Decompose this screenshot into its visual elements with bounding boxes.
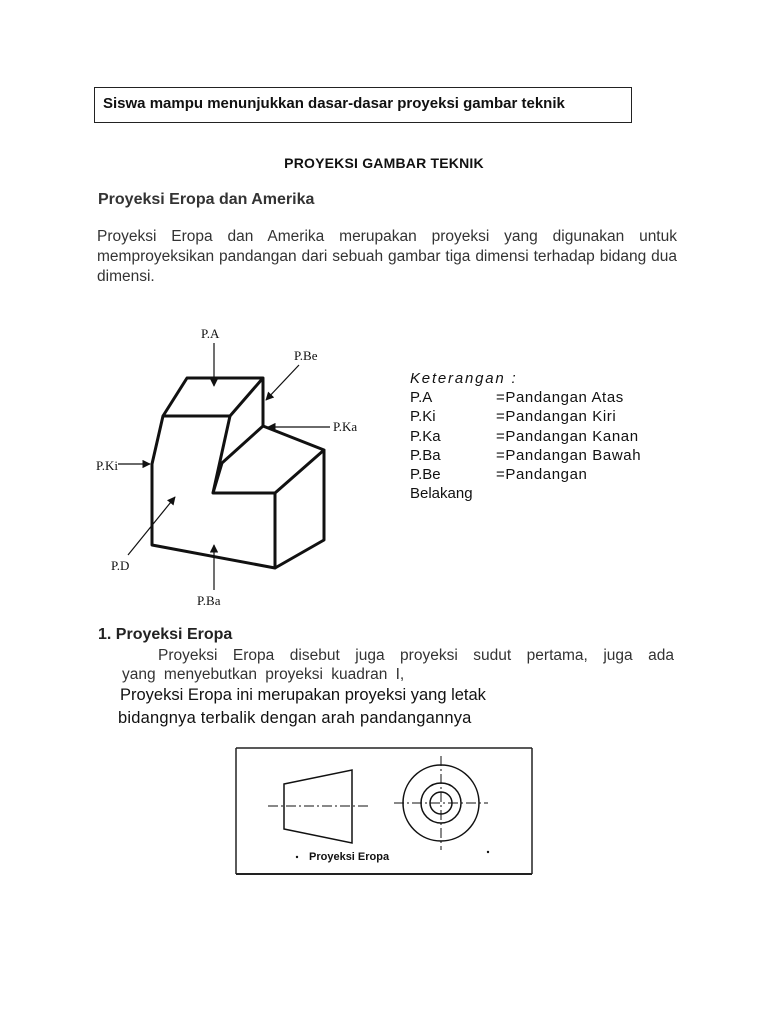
objective-text: Siswa mampu menunjukkan dasar-dasar proyeksi gambar teknik bbox=[103, 95, 565, 112]
eropa-p1-line-2: yang menyebutkan proyeksi kuadran I, bbox=[122, 666, 405, 683]
eropa-p1-line-1: Proyeksi Eropa disebut juga proyeksi sudut pertama, juga ada bbox=[158, 647, 674, 664]
eropa-paragraph-1 bbox=[122, 646, 674, 684]
legend-row bbox=[410, 388, 641, 407]
label-pd: P.D bbox=[111, 558, 130, 573]
objective-box bbox=[94, 87, 632, 123]
view-arrows bbox=[118, 343, 330, 590]
legend-code: P.Ki bbox=[410, 408, 436, 426]
eropa-paragraph-2 bbox=[120, 684, 486, 730]
legend-row bbox=[410, 427, 641, 446]
legend-desc: =Pandangan Kiri bbox=[496, 408, 617, 426]
section-heading: Proyeksi Eropa dan Amerika bbox=[98, 191, 315, 208]
eropa-p2-line-1: Proyeksi Eropa ini merupakan proyeksi yang letak bbox=[120, 686, 486, 704]
intro-paragraph: Proyeksi Eropa dan Amerika merupakan proyeksi yang digunakan untuk memproyeksikan pandangan dari sebuah gambar tiga dimensi terhadap bidang dua dimensi. bbox=[97, 228, 677, 285]
legend-row bbox=[410, 465, 641, 484]
legend-row bbox=[410, 446, 641, 465]
legend-row bbox=[410, 407, 641, 426]
label-pka: P.Ka bbox=[333, 419, 358, 434]
label-pa: P.A bbox=[201, 326, 220, 341]
legend-desc: =Pandangan Kanan bbox=[496, 427, 639, 445]
legend-continuation: Belakang bbox=[410, 485, 473, 503]
legend-desc: =Pandangan bbox=[496, 466, 588, 484]
legend-title: Keterangan : bbox=[410, 370, 518, 387]
dot-mark bbox=[296, 856, 298, 858]
label-pba: P.Ba bbox=[197, 593, 221, 608]
legend-desc: =Pandangan Bawah bbox=[496, 446, 642, 464]
label-pki: P.Ki bbox=[96, 458, 119, 473]
legend-desc: =Pandangan Atas bbox=[496, 389, 624, 407]
dot-mark bbox=[487, 851, 489, 853]
legend-code: P.Be bbox=[410, 466, 441, 484]
page-title: PROYEKSI GAMBAR TEKNIK bbox=[284, 155, 484, 171]
block-outline bbox=[152, 378, 324, 568]
isometric-diagram bbox=[80, 318, 380, 618]
eropa-heading: 1. Proyeksi Eropa bbox=[98, 626, 233, 643]
legend-code: P.Ka bbox=[410, 427, 441, 445]
legend-code: P.Ba bbox=[410, 446, 441, 464]
label-pbe: P.Be bbox=[294, 348, 318, 363]
eropa-p2-line-2: bidangnya terbalik dengan arah pandangannya bbox=[118, 709, 472, 727]
legend bbox=[410, 369, 641, 503]
legend-code: P.A bbox=[410, 389, 433, 407]
circle-centerlines bbox=[394, 756, 488, 850]
figure-caption: Proyeksi Eropa bbox=[309, 851, 390, 863]
